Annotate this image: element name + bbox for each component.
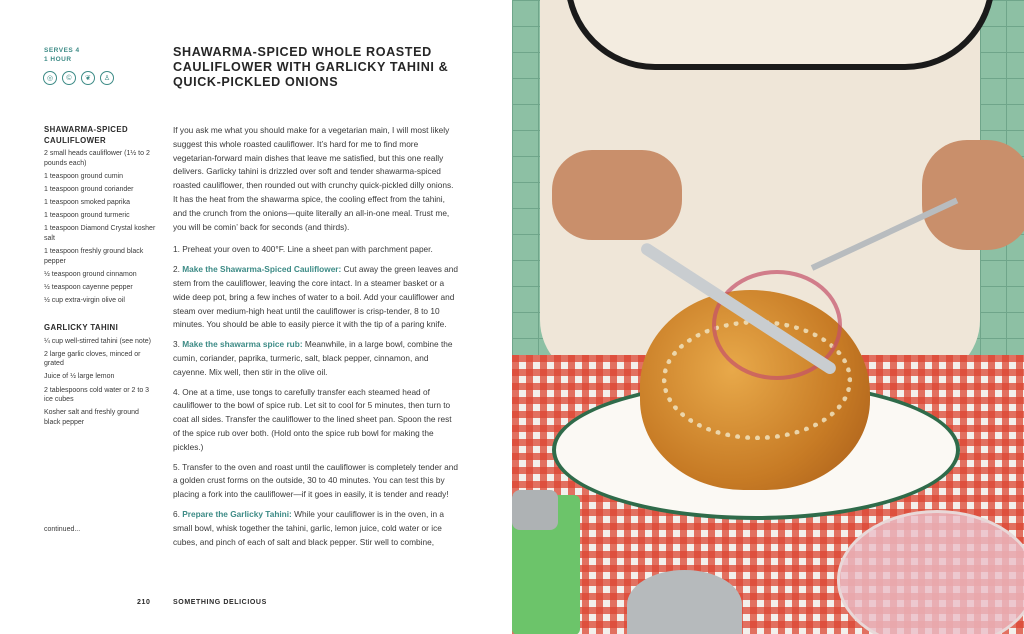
ingredient-item: 1 teaspoon Diamond Crystal kosher salt — [44, 225, 156, 242]
recipe-photo — [512, 0, 1024, 634]
step-text: Cut away the green leaves and stem from the cauliflower, leaving the core intact. In a steamer basket or a wide deep pot, bring a few inches of water to a boil. Add your cauliflower and steam over medium-high heat until the cauliflower is crisp-tender, 8 to 10 minutes. You should be able to easily pierce it with the tip of a paring knife. — [173, 264, 459, 330]
step-number: 3. — [173, 339, 180, 350]
page-number: 210 — [137, 599, 151, 606]
step-text: While your cauliflower is in the oven, in a small bowl, whisk together the tahini, garlic, lemon juice, cold water or ice cubes, and pinch of each of salt and black pepper. Stir well to combine, — [173, 508, 445, 547]
left-hand — [552, 150, 682, 240]
intro-paragraph: If you ask me what you should make for a vegetarian main, I will most likely suggest this whole roasted cauliflower. It’s hard for me to find more vegetarian-forward main dishes that leave me satisfied, but this one really delivers. Garlicky tahini is drizzled over soft and tender shawarma-spiced roasted cauliflower, then rounded out with crunchy quick-pickled dilly onions. It has the heat from the shawarma spice, the cooling effect from the tahini, and the crunch from the onions—quite literally an all-in-one meal. Trust me, you will be comin’ back for seconds (and thirds). — [173, 125, 454, 232]
right-hand — [922, 140, 1024, 250]
step-number: 1. — [173, 244, 180, 255]
ingredient-group — [44, 125, 156, 309]
dairy-free-icon: ◎ — [43, 71, 57, 85]
diet-icons — [43, 71, 114, 85]
ingredient-item: ¼ cup well-stirred tahini (see note) — [44, 337, 151, 345]
jar-lid — [512, 490, 558, 530]
time: 1 HOUR — [44, 56, 72, 63]
step-number: 2. — [173, 264, 180, 275]
collar — [565, 0, 995, 70]
ingredient-item: ½ cup extra-virgin olive oil — [44, 297, 125, 305]
ingredient-item: 2 small heads cauliflower (1½ to 2 pounds each) — [44, 150, 150, 167]
recipe-step — [173, 243, 460, 257]
recipe-body — [173, 124, 460, 555]
ingredient-item: 1 teaspoon freshly ground black pepper — [44, 248, 144, 265]
recipe-title: SHAWARMA-SPICED WHOLE ROASTED CAULIFLOWER WITH GARLICKY TAHINI & QUICK-PICKLED ONIONS — [173, 45, 449, 89]
step-number: 5. — [173, 461, 180, 472]
ingredient-heading: GARLICKY TAHINI — [44, 323, 119, 332]
step-lead: Make the Shawarma-Spiced Cauliflower: — [182, 264, 342, 275]
gluten-free-icon: © — [62, 71, 76, 85]
step-text: Meanwhile, in a large bowl, combine the cumin, coriander, paprika, turmeric, salt, black pepper, cinnamon, and cayenne. Mix well, then stir in the olive oil. — [173, 339, 453, 377]
step-text: Preheat your oven to 400°F. Line a sheet pan with parchment paper. — [182, 244, 433, 255]
ingredient-item: Juice of ½ large lemon — [44, 373, 115, 381]
step-text: One at a time, use tongs to carefully transfer each steamed head of cauliflower to the bowl of spice rub. Let sit to cool for 5 minutes, then turn to coat all sides. Transfer the cauliflower to the lined sheet pan. Spoon the rest of the spice rub over both. (Hold onto the spice rub bowl for making the pickles.) — [173, 386, 452, 452]
ingredient-item: 2 large garlic cloves, minced or grated — [44, 350, 141, 368]
section-name: SOMETHING DELICIOUS — [173, 599, 267, 606]
ingredient-item: 1 teaspoon ground coriander — [44, 185, 134, 193]
vegetarian-icon: ❦ — [81, 71, 95, 85]
salt-shaker — [627, 570, 742, 634]
ingredient-item: 1 teaspoon ground turmeric — [44, 212, 130, 220]
nut-free-icon: ♙ — [100, 71, 114, 85]
ingredient-item: 1 teaspoon ground cumin — [44, 172, 123, 180]
serves: SERVES 4 — [44, 47, 80, 54]
recipe-meta — [44, 46, 80, 64]
recipe-step — [173, 508, 460, 549]
recipe-step — [173, 461, 460, 502]
ingredient-group — [44, 323, 156, 431]
ingredient-item: 1 teaspoon smoked paprika — [44, 199, 130, 207]
ingredient-item: ½ teaspoon cayenne pepper — [44, 284, 133, 291]
step-number: 4. — [173, 386, 180, 397]
recipe-step — [173, 263, 460, 332]
continued-note: continued... — [44, 526, 81, 533]
step-lead: Prepare the Garlicky Tahini: — [182, 508, 292, 519]
recipe-step — [173, 386, 460, 455]
ingredient-item: ½ teaspoon ground cinnamon — [44, 270, 137, 278]
recipe-step — [173, 338, 460, 379]
step-lead: Make the shawarma spice rub: — [182, 339, 303, 350]
step-text: Transfer to the oven and roast until the cauliflower is completely tender and a golden crust forms on the outside, 30 to 40 minutes. You can test this by placing a fork into the cauliflower—if it goes in easily, it is tender and ready! — [173, 461, 459, 500]
ingredient-heading: SHAWARMA-SPICED CAULIFLOWER — [44, 125, 128, 145]
ingredient-item: 2 tablespoons cold water or 2 to 3 ice cubes — [44, 386, 150, 404]
ingredient-item: Kosher salt and freshly ground black pepper — [44, 409, 139, 426]
step-number: 6. — [173, 508, 180, 519]
